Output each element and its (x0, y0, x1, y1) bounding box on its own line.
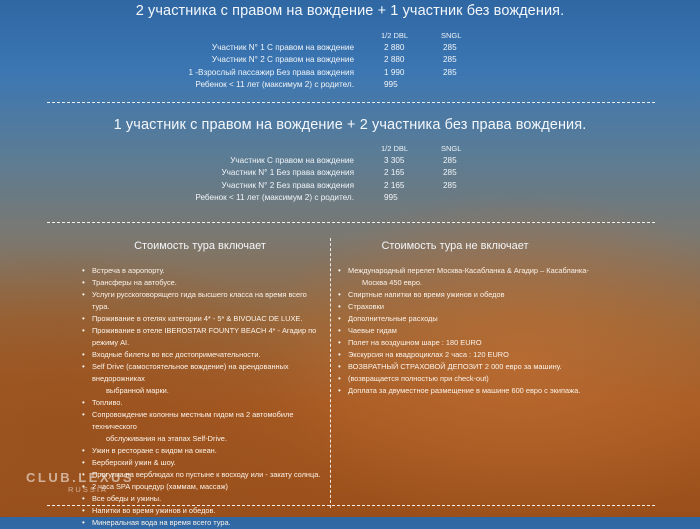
divider (47, 505, 655, 506)
list-item-text: Встреча в аэропорту. (92, 266, 165, 275)
price-row-label: 1 -Взрослый пассажир Без права вождения (188, 67, 354, 77)
list-item-text: Дополнительные расходы (348, 314, 438, 323)
section1-header-sngl: SNGL (441, 31, 462, 40)
included-title: Стоимость тура включает (134, 240, 266, 252)
price-row-label: Участник С правом на вождение (230, 156, 354, 165)
list-item-continuation: обслуживания на этапах Self-Drive. (106, 434, 227, 443)
list-item-text: Ужин в ресторане с видом на океан. (92, 446, 217, 455)
list-item (336, 373, 656, 385)
list-item-text: Проживание в отеле IBEROSTAR FOUNTY BEACH 4* - Агадир по режиму AI. (92, 326, 317, 347)
list-item (80, 289, 325, 313)
list-item (80, 517, 325, 529)
list-item (80, 457, 325, 469)
list-item (80, 265, 325, 277)
list-item (336, 361, 656, 373)
price-sngl: 285 (443, 55, 457, 65)
list-item-text: Услуги русскоговорящего гида высшего класса на время всего тура. (92, 290, 307, 311)
list-item-continuation: выбранной марки. (106, 386, 169, 395)
list-item-text: Чаевые гидам (348, 326, 397, 335)
list-item-text: Топливо. (92, 398, 123, 407)
list-item (80, 505, 325, 517)
price-dbl: 2 880 (384, 43, 405, 52)
price-row-label: Участник N° 1 С правом на вождение (211, 43, 354, 52)
list-item-text: Международный перелет Москва-Касабланка & Агадир – Касабланка- (348, 266, 589, 275)
list-item (336, 313, 656, 325)
price-sngl: 285 (443, 168, 457, 178)
list-item-text: 2 часа SPA процедур (хаммам, массаж) (92, 482, 229, 491)
list-item (80, 397, 325, 409)
list-item-text: Напитки во время ужинов и обедов. (92, 506, 216, 515)
list-item (80, 409, 325, 445)
price-dbl: 2 165 (384, 180, 405, 190)
list-item-text: Сопровождение колонны местным гидом на 2 автомобиле технического (92, 410, 294, 431)
excluded-title: Стоимость тура не включает (381, 240, 529, 252)
divider (47, 102, 655, 103)
included-list (80, 265, 325, 529)
list-item (80, 277, 325, 289)
list-item-text: Минеральная вода на время всего тура. (92, 518, 231, 527)
section1-title: 2 участника с правом на вождение + 1 участник без вождения. (135, 3, 565, 19)
price-dbl: 2 165 (384, 168, 405, 178)
list-item-text: Берберский ужин & шоу. (92, 458, 176, 467)
list-item (80, 493, 325, 505)
list-item (336, 325, 656, 337)
list-item-text: Доплата за двуместное размещение в машине 600 евро с экипажа. (348, 386, 581, 395)
price-sngl: 285 (443, 43, 457, 52)
list-item (80, 325, 325, 349)
list-item-text: Спиртные напитки во время ужинов и обедов (348, 290, 505, 299)
list-item-text: Проживание в отелях категории 4* - 5* & BIVOUAC DE LUXE. (92, 314, 303, 323)
list-item (80, 361, 325, 397)
price-row-label: Ребенок < 11 лет (максимум 2) с родител. (195, 79, 354, 89)
list-item-continuation: Москва 450 евро. (362, 278, 422, 287)
list-item (336, 337, 656, 349)
section1-header-dbl: 1/2 DBL (381, 31, 409, 40)
price-dbl: 995 (384, 192, 398, 202)
list-item-text: ВОЗВРАТНЫЙ СТРАХОВОЙ ДЕПОЗИТ 2 000 евро за машину. (348, 362, 562, 371)
price-row-label: Участник N° 1 Без права вождения (221, 168, 354, 178)
price-row-label: Ребенок < 11 лет (максимум 2) с родител. (195, 192, 354, 202)
price-sngl: 285 (443, 156, 457, 165)
watermark-logo: CLUB.LEXUS (26, 470, 135, 485)
price-dbl: 995 (384, 79, 398, 89)
list-item-text: Полет на воздушном шаре : 180 EURO (348, 338, 482, 347)
list-item-text: (возвращается полностью при check-out) (348, 374, 489, 383)
list-item-text: Self Drive (самостоятельное вождение) на арендованных внедорожниках (92, 362, 289, 383)
list-item (80, 445, 325, 457)
divider (47, 222, 655, 223)
list-item-text: Все обеды и ужины. (92, 494, 162, 503)
list-item-text: Входные билеты во все достопримечательности. (92, 350, 261, 359)
list-item (336, 385, 656, 397)
price-row-label: Участник N° 2 С правом на вождение (211, 55, 354, 65)
price-sngl: 285 (443, 67, 457, 77)
list-item (336, 265, 656, 289)
watermark-sub: RUSSIA (68, 485, 108, 494)
excluded-list (336, 265, 656, 397)
section2-title: 1 участник с правом на вождение + 2 участника без права вождения. (113, 117, 587, 133)
price-sngl: 285 (443, 180, 457, 190)
list-item (336, 349, 656, 361)
list-item-text: Экскурсия на квадроциклах 2 часа : 120 EURO (348, 350, 509, 359)
list-item (336, 289, 656, 301)
section2-header-dbl: 1/2 DBL (381, 144, 409, 153)
list-item (80, 349, 325, 361)
list-item-text: Прогулка на верблюдах по пустыне к восходу или - закату солнца. (92, 470, 321, 479)
price-row-label: Участник N° 2 Без права вождения (221, 180, 354, 190)
price-dbl: 1 990 (384, 67, 405, 77)
list-item-text: Трансферы на автобусе. (92, 278, 177, 287)
list-item-text: Страховки (348, 302, 384, 311)
list-item (80, 313, 325, 325)
price-dbl: 2 880 (384, 55, 405, 65)
section2-header-sngl: SNGL (441, 144, 462, 153)
list-item (336, 301, 656, 313)
price-dbl: 3 305 (384, 156, 405, 165)
column-divider (330, 238, 331, 508)
